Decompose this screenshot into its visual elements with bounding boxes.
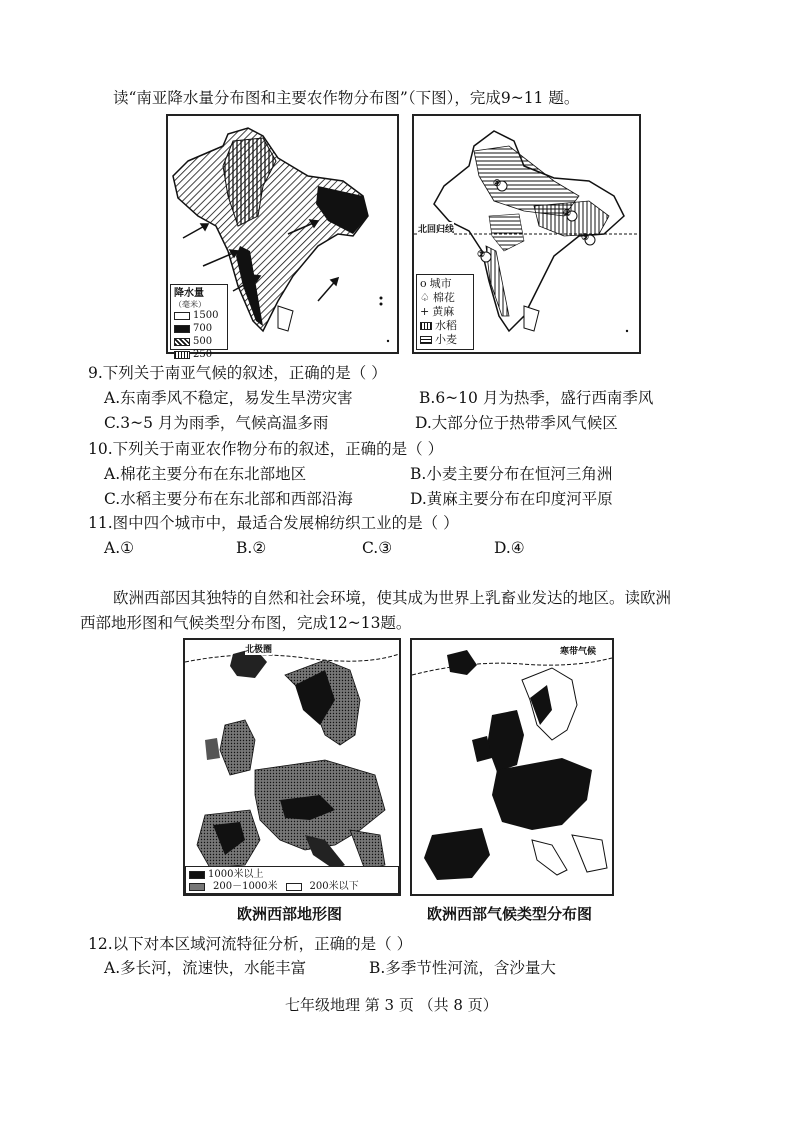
south-asia-crops-map [412,114,641,354]
question-10-option-a: A.棉花主要分布在东北部地区 [104,465,307,483]
question-9-option-c: C.3~5 月为雨季，气候高温多雨 [104,414,329,432]
western-europe-climate-map [410,638,614,896]
western-europe-terrain-map [183,638,401,896]
question-11-option-c: C.③ [362,539,393,557]
terrain-legend [185,866,399,894]
legend-label-cotton: 棉花 [432,291,455,304]
legend-row-rice [420,319,470,333]
terrain-map-caption: 欧洲西部地形图 [237,905,343,923]
swatch-low-elev [286,883,302,891]
legend-row-city [420,277,470,291]
question-10-stem: 10.下列关于南亚农作物分布的叙述，正确的是（ ） [88,440,444,458]
tropic-of-cancer-label: 北回归线 [418,222,454,235]
city-marker-4: ④ [493,179,502,189]
question-9-option-b: B.6~10 月为热季，盛行西南季风 [419,389,654,407]
question-10-option-c: C.水稻主要分布在东北部和西部沿海 [104,490,353,508]
question-12-stem: 12.以下对本区域河流特征分析，正确的是（ ） [88,935,413,953]
legend-value-1500: 1500 [193,310,219,321]
cotton-icon: ♤ [420,291,430,304]
legend-high: 1000米以上 [208,869,264,880]
swatch-dark [174,325,190,333]
terrain-map-graphic [185,640,399,894]
precipitation-legend [170,284,228,360]
city-marker-1: ① [477,250,486,260]
legend-row-500 [174,335,224,348]
legend-row-low [189,881,395,893]
legend-row-high [189,869,263,881]
section1-intro: 读“南亚降水量分布图和主要农作物分布图”（下图），完成9~11 题。 [113,89,580,107]
swatch-high [189,871,205,879]
question-11-stem: 11.图中四个城市中，最适合发展棉纺织工业的是（ ） [88,514,459,532]
legend-label-wheat: 小麦 [435,333,457,346]
legend-row-700 [174,322,224,335]
legend-label-rice: 水稻 [435,319,457,332]
question-11-option-d: D.④ [494,539,525,557]
legend-row-wheat [420,333,470,347]
swatch-diagonal [174,338,190,346]
rice-icon [420,322,432,330]
swatch-low [174,312,190,320]
question-12-option-b: B.多季节性河流，含沙量大 [369,959,556,977]
polar-climate-label: 寒带气候 [560,644,596,657]
question-12-option-a: A.多长河，流速快，水能丰富 [104,959,307,977]
arctic-circle-label: 北极圈 [245,642,272,655]
climate-map-caption: 欧洲西部气候类型分布图 [427,905,593,923]
city-icon: o [420,277,427,290]
page-footer: 七年级地理 第 3 页 （共 8 页） [285,996,498,1014]
wheat-icon [420,336,432,344]
question-9-option-a: A.东南季风不稳定，易发生旱涝灾害 [104,389,353,407]
question-9-option-d: D.大部分位于热带季风气候区 [415,414,618,432]
legend-mid: 200－1000米 [213,881,278,892]
precipitation-legend-title: 降水量 [174,288,204,299]
question-9-stem: 9.下列关于南亚气候的叙述，正确的是（ ） [88,364,387,382]
question-10-option-d: D.黄麻主要分布在印度河平原 [410,490,613,508]
climate-map-graphic [412,640,612,894]
section2-intro-line2: 西部地形图和气候类型分布图，完成12~13题。 [80,614,412,632]
legend-label-jute: 黄麻 [432,305,455,318]
section2-intro-line1: 欧洲西部因其独特的自然和社会环境，使其成为世界上乳畜业发达的地区。读欧洲 [113,589,672,607]
legend-row-250 [174,348,224,361]
city-marker-2: ② [563,209,572,219]
legend-low: 200米以下 [309,881,359,892]
question-11-option-b: B.② [236,539,267,557]
crops-legend [416,274,474,350]
legend-row-jute [420,305,470,319]
legend-value-250: 250 [193,349,213,360]
legend-value-500: 500 [193,336,213,347]
city-marker-3: ③ [581,233,590,243]
question-10-option-b: B.小麦主要分布在恒河三角洲 [410,465,613,483]
legend-label-city: 城市 [429,277,452,290]
legend-row-cotton [420,291,470,305]
jute-icon: + [420,305,430,318]
legend-value-700: 700 [193,323,213,334]
question-11-option-a: A.① [104,539,135,557]
precipitation-legend-unit: （毫米） [174,300,206,309]
swatch-vertical [174,351,190,359]
legend-row-1500 [174,309,224,322]
swatch-mid [189,883,205,891]
south-asia-precipitation-map [166,114,399,360]
